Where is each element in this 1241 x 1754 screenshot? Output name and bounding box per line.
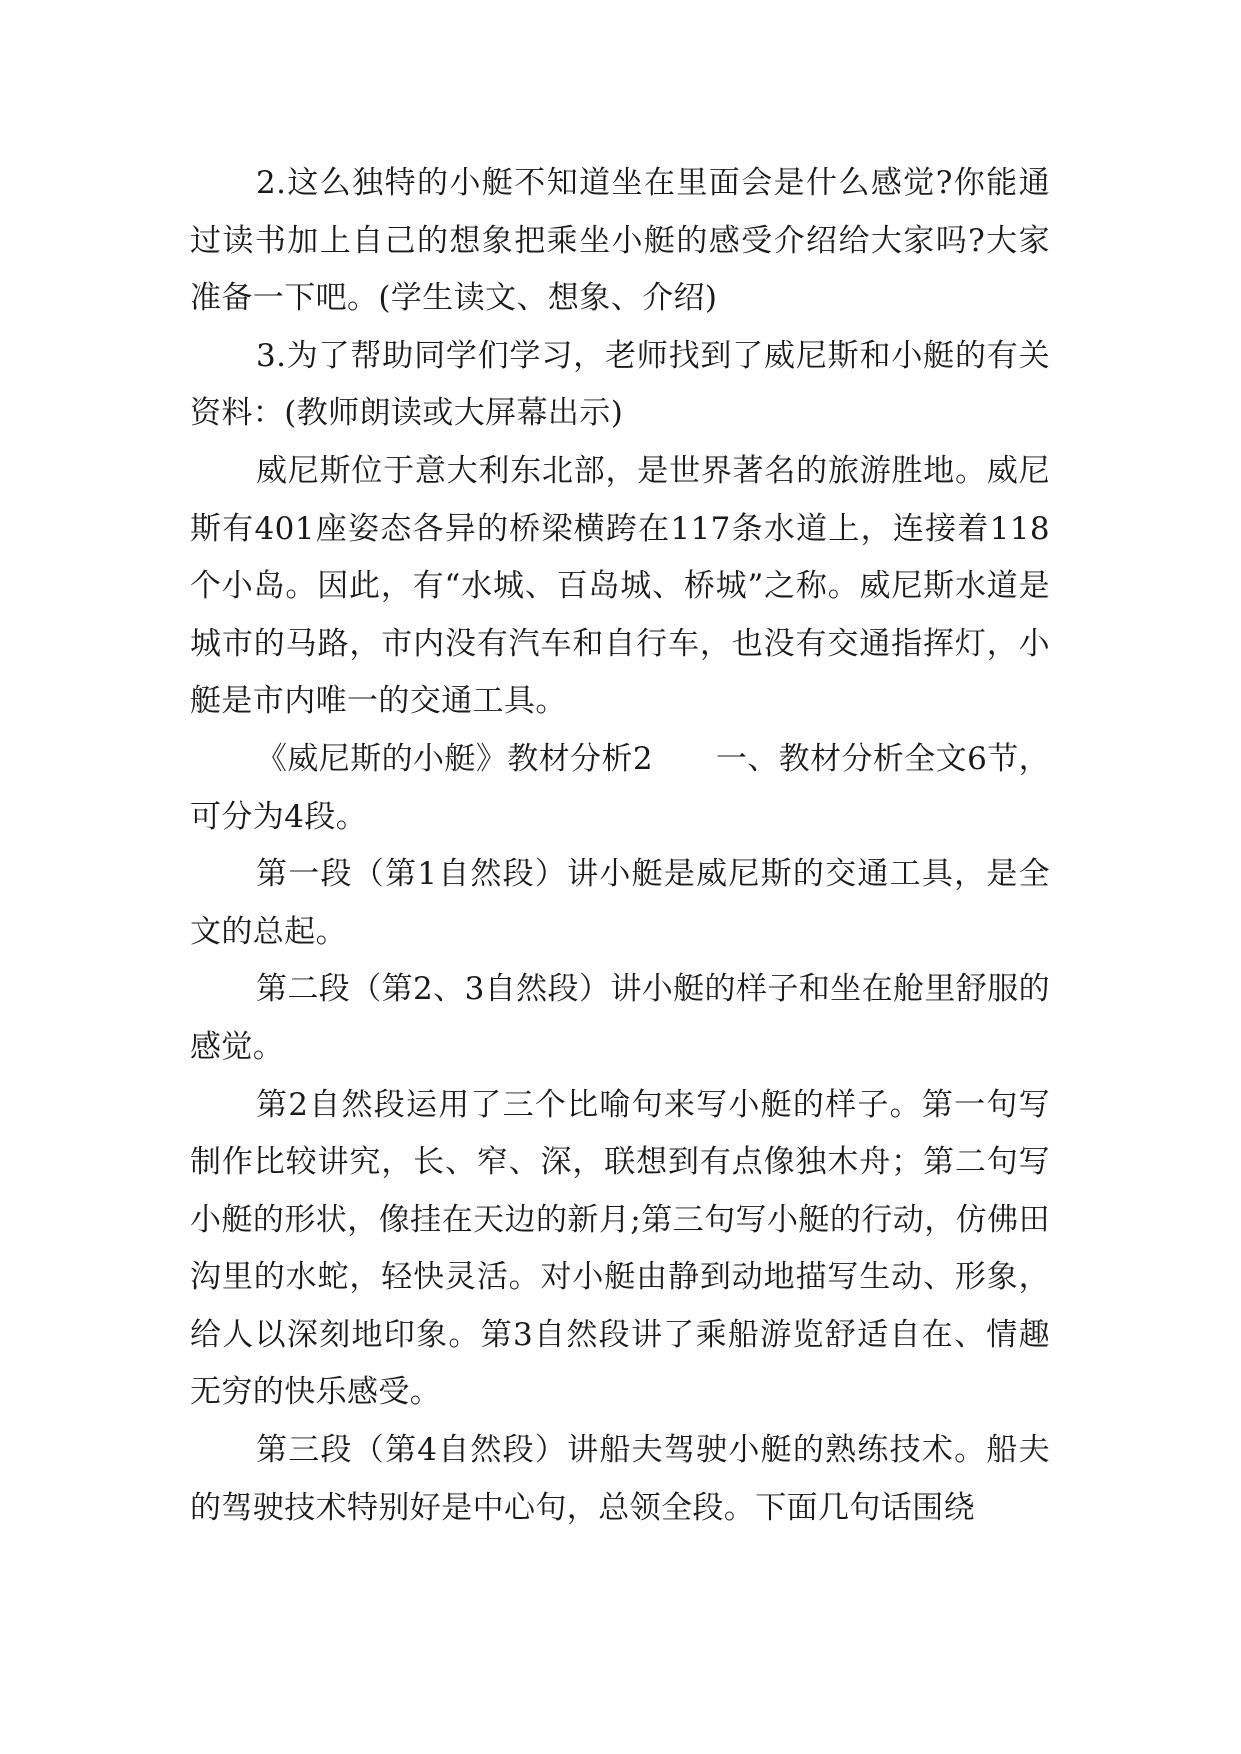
- paragraph-material-analysis: 《威尼斯的小艇》教材分析2 一、教材分析全文6节，可分为4段。: [190, 740, 1050, 835]
- paragraph-question-2: 2.这么独特的小艇不知道坐在里面会是什么感觉?你能通过读书加上自己的想象把乘坐小艇的感受介绍给大家吗?大家准备一下吧。(学生读文、想象、介绍): [190, 165, 1050, 317]
- paragraph-section-3: 第三段（第4自然段）讲船夫驾驶小艇的熟练技术。船夫的驾驶技术特别好是中心句，总领全段。下面几句话围绕: [190, 1432, 1050, 1526]
- paragraph-paragraph-2-analysis: 第2自然段运用了三个比喻句来写小艇的样子。第一句写制作比较讲究，长、窄、深，联想到有点像独木舟；第二句写小艇的形状，像挂在天边的新月;第三句写小艇的行动，仿佛田沟里的水蛇，轻快灵活。对小艇由静到动地描写生动、形象，给人以深刻地印象。第3自然段讲了乘船游览舒适自在、情趣无穷的快乐感受。: [190, 1086, 1050, 1411]
- paragraph-question-3: 3.为了帮助同学们学习，老师找到了威尼斯和小艇的有关资料：(教师朗读或大屏幕出示): [190, 337, 1050, 432]
- document-body: [190, 155, 1050, 1537]
- paragraph-section-2: 第二段（第2、3自然段）讲小艇的样子和坐在舱里舒服的感觉。: [190, 971, 1050, 1065]
- paragraph-section-1: 第一段（第1自然段）讲小艇是威尼斯的交通工具，是全文的总起。: [190, 856, 1050, 950]
- paragraph-venice-info: 威尼斯位于意大利东北部，是世界著名的旅游胜地。威尼斯有401座姿态各异的桥梁横跨在117条水道上，连接着118个小岛。因此，有“水城、百岛城、桥城”之称。威尼斯水道是城市的马路，市内没有汽车和自行车，也没有交通指挥灯，小艇是市内唯一的交通工具。: [190, 452, 1050, 720]
